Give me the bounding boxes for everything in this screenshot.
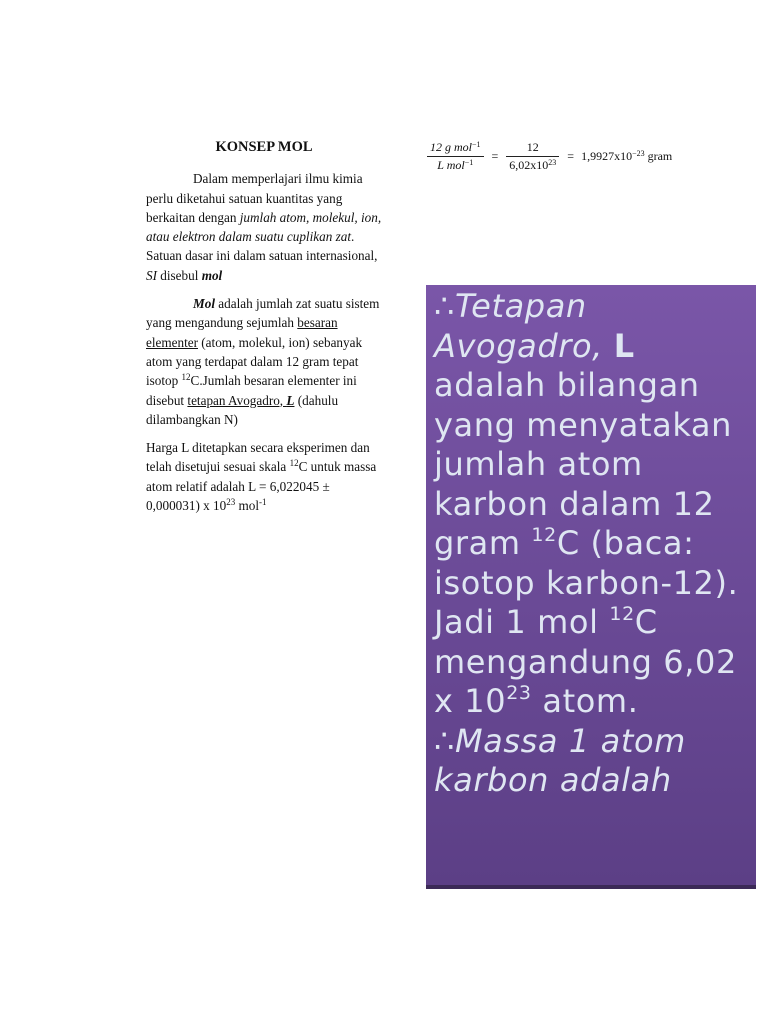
- section-title: KONSEP MOL: [215, 139, 313, 155]
- formula-fraction-2: $\frac{12}{6,02x10^{23}}$: [506, 140, 559, 173]
- mass-formula: $\frac{12 g mol^{-1}}{L mol^{-1}}$ = $\frac{12}{6,02x10^{23}}$ = $1,9927x10^{-23}$ gram: [424, 140, 674, 173]
- formula-result: $1,9927x10^{-23}$ gram: [581, 149, 673, 163]
- left-column: [146, 138, 382, 524]
- therefore-icon: ∴: [434, 721, 455, 760]
- callout-text: ∴Tetapan Avogadro, L adalah bilangan yang menyatakan jumlah atom karbon dalam 12 gram $^{12}$C (baca: isotop karbon-12). Jadi 1 mol $^{12}$C mengandung 6,02 x $10^{23}$ atom. ∴Massa 1 atom karbon adalah: [434, 287, 739, 799]
- paragraph-harga-L: Harga L ditetapkan secara eksperimen dan telah disetujui sesuai skala $^{12}$C untuk massa atom relatif adalah L = 6,022045 ± 0,000031) x $10^{23}$ mol$^{-1}$: [146, 440, 377, 514]
- therefore-icon: ∴: [434, 287, 455, 325]
- paragraph-mol-definition: Mol adalah jumlah zat suatu sistem yang mengandung sejumlah besaran elementer (atom, molekul, ion) sebanyak atom yang terdapat dalam 12 gram tepat isotop $^{12}$C.Jumlah besaran elementer ini disebut tetapan Avogadro, L (dahulu dilambangkan N): [146, 296, 380, 427]
- avogadro-callout-box: [426, 285, 756, 889]
- formula-fraction-1: $\frac{12 g mol^{-1}}{L mol^{-1}}$: [427, 140, 484, 173]
- paragraph-intro: Dalam memperlajari ilmu kimia perlu diketahui satuan kuantitas yang berkaitan dengan jumlah atom, molekul, ion, atau elektron dalam suatu cuplikan zat. Satuan dasar ini dalam satuan internasional, SI disebul mol: [146, 171, 382, 283]
